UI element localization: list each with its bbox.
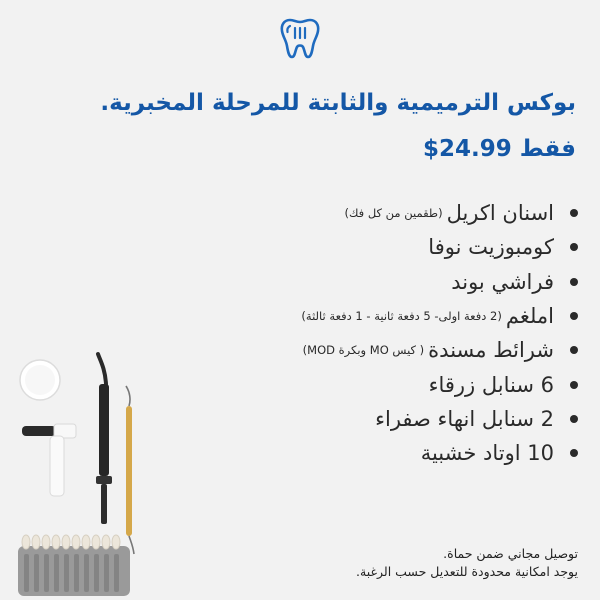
note-line: توصيل مجاني ضمن حماة. (443, 546, 578, 561)
bullet-icon (570, 243, 578, 251)
bullet-icon (570, 381, 578, 389)
bullet-icon (570, 278, 578, 286)
item-name: 10 اوتاد خشبية (420, 441, 554, 466)
syringe-icon (96, 354, 112, 524)
item-name: 6 سنابل زرقاء (428, 372, 554, 397)
item-name: املغم (505, 304, 554, 329)
tooth-icon (276, 14, 324, 62)
bullet-icon (570, 449, 578, 457)
bullet-icon (570, 415, 578, 423)
price-prefix: فقط (519, 136, 576, 162)
item-detail: ( كيس MO وبكرة MOD) (302, 343, 425, 358)
page-title: بوكس الترميمية والثابتة للمرحلة المخبرية. (100, 90, 576, 116)
bullet-icon (570, 209, 578, 217)
item-name: فراشي بوند (451, 269, 554, 294)
note-line: يوجد امكانية محدودة للتعديل حسب الرغبة. (356, 564, 578, 579)
list-item (78, 299, 578, 333)
list-item (78, 230, 578, 264)
price-line (276, 132, 576, 166)
item-name: كومبوزيت نوفا (428, 235, 554, 260)
bullet-icon (570, 312, 578, 320)
bullet-icon (570, 346, 578, 354)
item-name: 2 سنابل انهاء صفراء (375, 406, 554, 431)
list-item (78, 196, 578, 230)
item-detail: (طقمين من كل فك) (344, 206, 443, 221)
list-item (78, 265, 578, 299)
probe-icon (126, 386, 134, 554)
item-name: شرائط مسندة (428, 338, 554, 363)
item-name: اسنان اكريل (446, 201, 554, 226)
item-detail: (2 دفعة اولى- 5 دفعة ثانية - 1 دفعة ثالثة) (301, 309, 502, 324)
cotton-container-icon (20, 360, 60, 400)
handpiece-icon (22, 424, 76, 496)
shade-guide-icon (18, 535, 130, 596)
price-amount: $24.99 (422, 136, 512, 162)
dental-tools-illustration (0, 340, 170, 600)
delivery-notes (248, 545, 578, 581)
